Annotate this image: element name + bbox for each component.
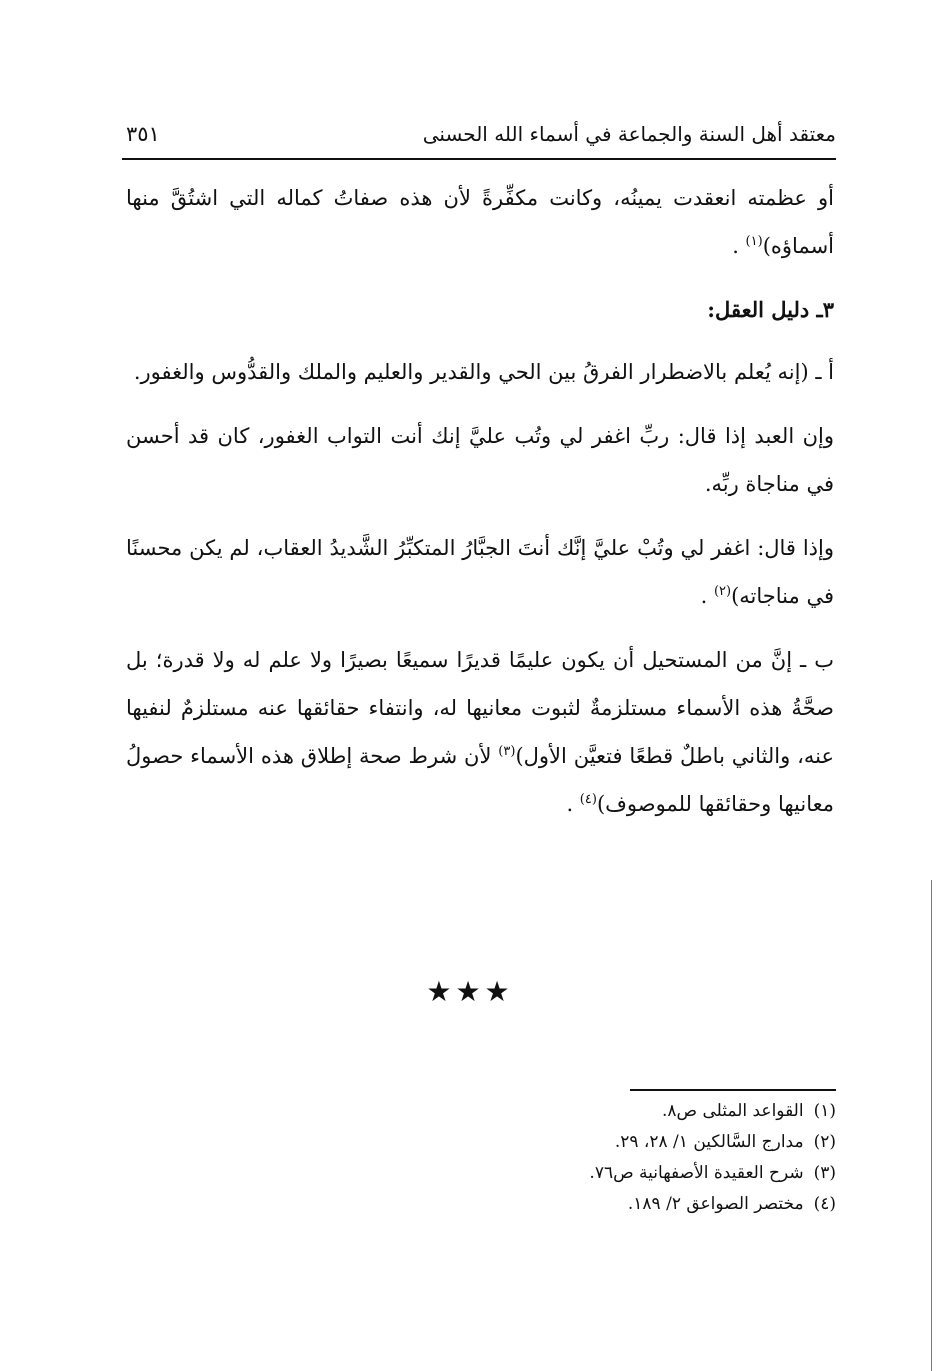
footnote-text: القواعد المثلى ص٨. [661,1101,804,1121]
footnotes [400,1096,836,1220]
footnote-text: مدارج السَّالكين ١/ ٢٨، ٢٩. [614,1132,804,1152]
footnote-text: مختصر الصواعق ٢/ ١٨٩. [627,1194,804,1214]
body-text [126,174,834,838]
footnote-1 [400,1096,836,1127]
footnote-rule [630,1089,836,1091]
page-header [122,118,836,158]
paragraph-3: وإن العبد إذا قال: ربِّ اغفر لي وتُب عليَّ إنك أنت التواب الغفور، كان قد أحسن في مناجاة ربِّه. [126,424,834,496]
footnote-number: (٢) [813,1132,836,1152]
footnote-text: شرح العقيدة الأصفهانية ص٧٦. [589,1163,804,1183]
footnote-number: (٤) [813,1194,836,1214]
running-title: معتقد أهل السنة والجماعة في أسماء الله الحسنى [422,122,836,146]
header-rule [122,158,836,160]
section-heading: ٣ـ دليل العقل: [707,297,834,322]
paragraph-2: أ ـ (إنه يُعلم بالاضطرار الفرقُ بين الحي والقدير والعليم والملك والقدُّوس والغفور. [133,360,834,384]
page-edge-line [931,880,932,1371]
footnote-ref-1: (١) [745,234,763,249]
footnote-ref-4: (٤) [579,792,597,807]
footnote-ref-2: (٢) [713,584,732,599]
footnote-4 [400,1189,836,1220]
section-separator: ★★★ [426,975,514,1008]
paragraph-4-text: وإذا قال: اغفر لي وتُبْ عليَّ إنَّك أنتَ الجبَّارُ المتكبِّرُ الشَّديدُ العقاب، لم يكن محسنًا في مناجاته) [126,536,834,608]
footnote-2 [400,1127,836,1158]
paragraph-5: ب ـ إنَّ من المستحيل أن يكون عليمًا قديرًا سميعًا بصيرًا ولا علم له ولا قدرة؛ بل صحَّةُ هذه الأسماء مستلزمةٌ لثبوت معانيها له، وانتفاء حقائقها عنه مستلزمٌ لنفيها عنه، والثاني باطلٌ قطعًا فتعيَّن الأول)$^{(٣)}$ لأن شرط صحة إطلاق هذه الأسماء حصولُ معانيها وحقائقها للموصوف)$^{(٤)}$ . [126,648,835,816]
footnote-number: (٣) [813,1163,836,1183]
paragraph-1-text: أو عظمته انعقدت يمينُه، وكانت مكفِّرةً لأن هذه صفاتُ كماله التي اشتُقَّ منها أسماؤه) [126,186,834,258]
footnote-3 [400,1158,836,1189]
footnote-number: (١) [813,1101,836,1121]
paragraph-5-text-a: ب ـ إنَّ من المستحيل أن يكون عليمًا قديرًا سميعًا بصيرًا ولا علم له ولا قدرة؛ بل صحَّةُ هذه الأسماء مستلزمةٌ لثبوت معانيها له، وانتفاء حقائقها عنه مستلزمٌ لنفيها عنه، والثاني باطلٌ قطعًا فتعيَّن الأول) [126,648,835,768]
paragraph-4: وإذا قال: اغفر لي وتُبْ عليَّ إنَّك أنتَ الجبَّارُ المتكبِّرُ الشَّديدُ العقاب، لم يكن محسنًا في مناجاته)$^{(٢)}$ . [126,536,834,608]
footnote-ref-3: (٣) [498,744,516,759]
page-number: ٣٥١ [126,122,160,146]
paragraph-1: أو عظمته انعقدت يمينُه، وكانت مكفِّرةً لأن هذه صفاتُ كماله التي اشتُقَّ منها أسماؤه)$^{(١)}$ . [126,186,834,258]
paragraph-5-text-b: لأن شرط صحة إطلاق هذه الأسماء حصولُ معانيها وحقائقها للموصوف) [126,744,834,816]
